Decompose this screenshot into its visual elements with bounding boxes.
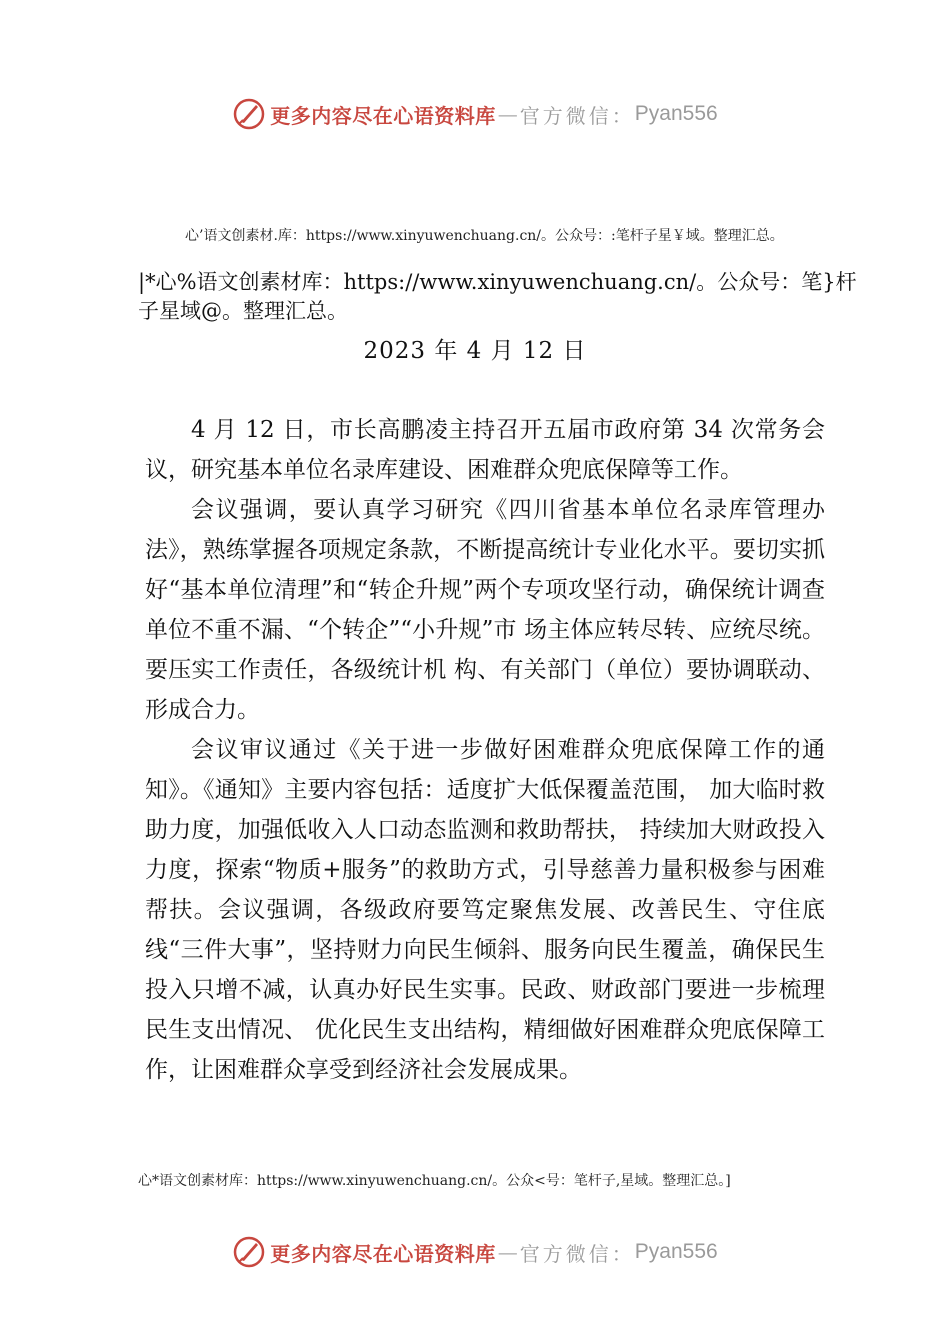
source-note-small: 心’语文创素材.库：https://www.xinyuwenchuang.cn/。公众号：:笔杆子星￥域。整理汇总。 xyxy=(185,228,784,244)
header-banner xyxy=(0,94,950,134)
paragraph-intro: 4 月 12 日，市长高鹏凌主持召开五届市政府第 34 次常务会议，研究基本单位名录库建设、困难群众兜底保障等工作。 xyxy=(145,417,825,483)
document-body xyxy=(145,410,825,1090)
brand-slogan: 更多内容尽在心语资料库 xyxy=(270,103,496,128)
banner-separator: — xyxy=(497,1240,518,1264)
document-date: 2023 年 4 月 12 日 xyxy=(363,338,587,364)
quill-pen-icon xyxy=(232,1235,266,1269)
wechat-id: Pyan556 xyxy=(634,1240,718,1263)
brand-slogan: 更多内容尽在心语资料库 xyxy=(270,1241,496,1266)
quill-pen-icon xyxy=(232,97,266,131)
wechat-label: 官方微信： xyxy=(519,103,635,128)
paragraph-welfare: 会议审议通过《关于进一步做好困难群众兜底保障工作的通知》。《通知》主要内容包括：适度扩大低保覆盖范围， 加大临时救助力度，加强低收入人口动态监测和救助帮扶， 持续加大财政投入力度，探索“物质+服务”的救助方式，引导慈善力量积极参与困难帮扶。会议强调，各级政府要笃定聚焦发展、改善民生、守住底线“三件大事”，坚持财力向民生倾斜、服务向民生覆盖，确保民生投入只增不减，认真办好民生实事。民政、财政部门要进一步梳理民生支出情况、 优化民生支出结构，精细做好困难群众兜底保障工作，让困难群众享受到经济社会发展成果。 xyxy=(145,737,825,1083)
paragraph-statistics: 会议强调，要认真学习研究《四川省基本单位名录库管理办法》，熟练掌握各项规定条款，不断提高统计专业化水平。要切实抓好“基本单位清理”和“转企升规”两个专项攻坚行动，确保统计调查单位不重不漏、“个转企”“小升规”市 场主体应转尽转、应统尽统。要压实工作责任，各级统计机 构、有关部门（单位）要协调联动、形成合力。 xyxy=(145,497,825,723)
wechat-label: 官方微信： xyxy=(519,1241,635,1266)
source-note-large: |*心%语文创素材库：https://www.xinyuwenchuang.cn/。公众号：笔}杆子星域@。整理汇总。 xyxy=(138,270,857,323)
footer-banner xyxy=(0,1232,950,1272)
source-note-footer: 心*语文创素材库：https://www.xinyuwenchuang.cn/。公众<号：笔杆子,星域。整理汇总。] xyxy=(138,1173,731,1189)
banner-separator: — xyxy=(497,102,518,126)
wechat-id: Pyan556 xyxy=(634,102,718,125)
